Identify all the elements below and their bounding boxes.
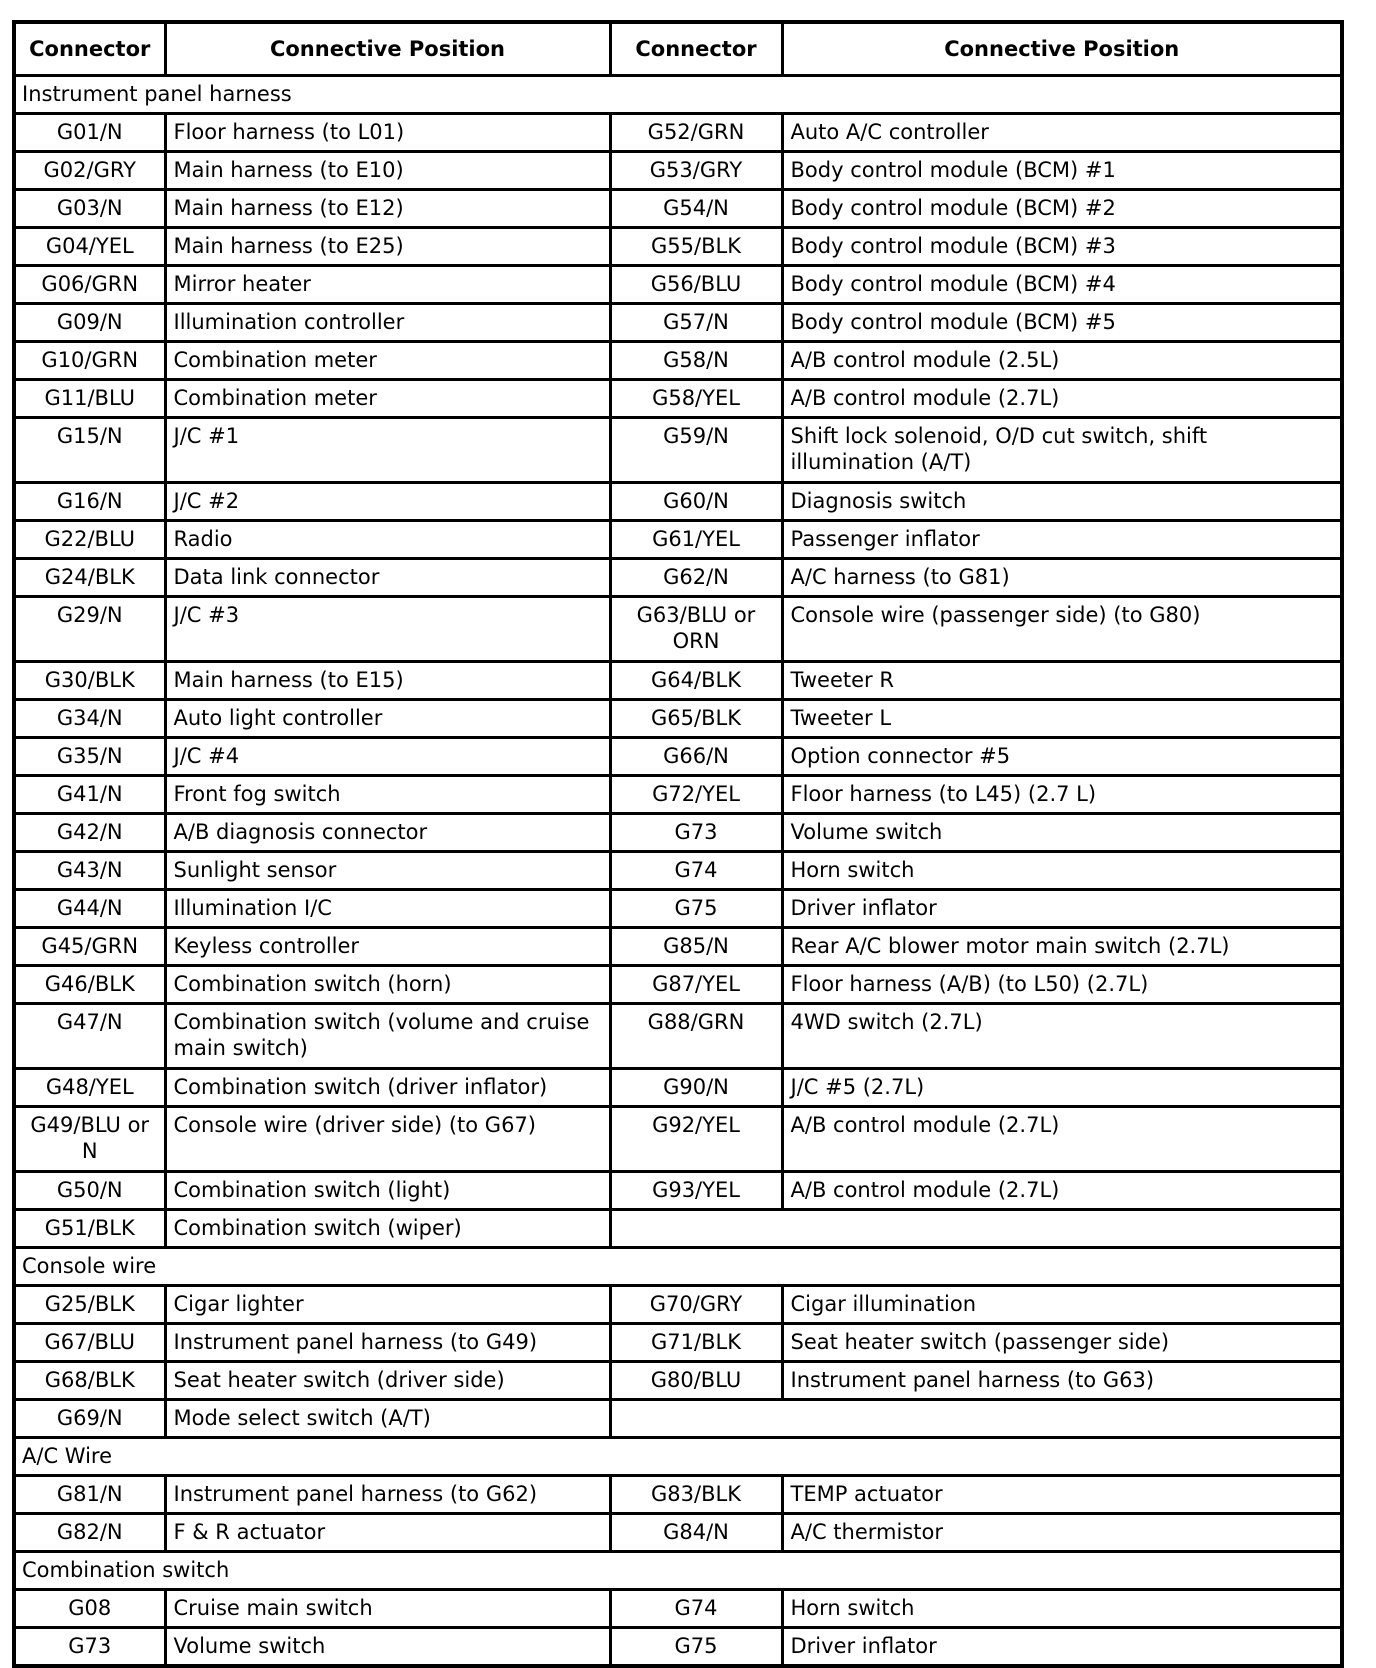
position-cell-left: Combination switch (horn)	[165, 966, 610, 1004]
table-row	[14, 483, 1342, 521]
connector-cell-right: G92/YEL	[610, 1107, 782, 1172]
position-cell-left: Mirror heater	[165, 266, 610, 304]
connector-cell-left: G81/N	[14, 1476, 165, 1514]
position-cell-left: J/C #2	[165, 483, 610, 521]
table-row	[14, 1590, 1342, 1628]
connector-cell-right: G60/N	[610, 483, 782, 521]
table-row	[14, 662, 1342, 700]
position-cell-right: A/B control module (2.5L)	[782, 342, 1342, 380]
connector-cell-left: G08	[14, 1590, 165, 1628]
connector-cell-left: G09/N	[14, 304, 165, 342]
position-cell-right: A/C harness (to G81)	[782, 559, 1342, 597]
position-cell-left: Sunlight sensor	[165, 852, 610, 890]
table-row	[14, 304, 1342, 342]
position-cell-left: Combination meter	[165, 380, 610, 418]
position-cell-left: Keyless controller	[165, 928, 610, 966]
connector-cell-right: G73	[610, 814, 782, 852]
table-row	[14, 1210, 1342, 1248]
position-cell-right: Cigar illumination	[782, 1286, 1342, 1324]
connector-cell-left: G73	[14, 1628, 165, 1667]
position-cell-right: Body control module (BCM) #1	[782, 152, 1342, 190]
connector-cell-right: G57/N	[610, 304, 782, 342]
connector-cell-right: G59/N	[610, 418, 782, 483]
connector-cell-left: G29/N	[14, 597, 165, 662]
position-cell-right: Seat heater switch (passenger side)	[782, 1324, 1342, 1362]
connector-cell-right: G53/GRY	[610, 152, 782, 190]
connector-cell-right: G83/BLK	[610, 1476, 782, 1514]
position-cell-right: Body control module (BCM) #3	[782, 228, 1342, 266]
position-cell-left: Combination meter	[165, 342, 610, 380]
table-row	[14, 776, 1342, 814]
table-body	[14, 76, 1342, 1667]
position-cell-right: A/B control module (2.7L)	[782, 1107, 1342, 1172]
table-row	[14, 1324, 1342, 1362]
position-cell-right: Horn switch	[782, 1590, 1342, 1628]
position-cell-right: A/C thermistor	[782, 1514, 1342, 1552]
connector-cell-right: G52/GRN	[610, 114, 782, 152]
table-row	[14, 418, 1342, 483]
connector-cell-left: G49/BLU or N	[14, 1107, 165, 1172]
position-cell-left: J/C #4	[165, 738, 610, 776]
connector-table-container	[12, 20, 1344, 1668]
connector-cell-right: G70/GRY	[610, 1286, 782, 1324]
header-connector-left: Connector	[14, 22, 165, 76]
connector-cell-left: G15/N	[14, 418, 165, 483]
position-cell-left: Console wire (driver side) (to G67)	[165, 1107, 610, 1172]
position-cell-right: Console wire (passenger side) (to G80)	[782, 597, 1342, 662]
position-cell-left: Front fog switch	[165, 776, 610, 814]
position-cell-right: Diagnosis switch	[782, 483, 1342, 521]
position-cell-left: Illumination I/C	[165, 890, 610, 928]
connector-cell-right: G74	[610, 852, 782, 890]
section-title: A/C Wire	[14, 1438, 1342, 1476]
section-row	[14, 1248, 1342, 1286]
connector-cell-right: G56/BLU	[610, 266, 782, 304]
table-row	[14, 1107, 1342, 1172]
connector-cell-left: G48/YEL	[14, 1069, 165, 1107]
table-row	[14, 1286, 1342, 1324]
table-row	[14, 700, 1342, 738]
table-row	[14, 152, 1342, 190]
position-cell-right: A/B control module (2.7L)	[782, 380, 1342, 418]
connector-cell-left: G41/N	[14, 776, 165, 814]
connector-cell-right: G80/BLU	[610, 1362, 782, 1400]
position-cell-left: Radio	[165, 521, 610, 559]
position-cell-left: Cigar lighter	[165, 1286, 610, 1324]
connector-cell-left: G68/BLK	[14, 1362, 165, 1400]
position-cell-right: Body control module (BCM) #5	[782, 304, 1342, 342]
header-row	[14, 22, 1342, 76]
connector-cell-right: G72/YEL	[610, 776, 782, 814]
connector-cell-right: G54/N	[610, 190, 782, 228]
header-position-right: Connective Position	[782, 22, 1342, 76]
connector-cell-left: G03/N	[14, 190, 165, 228]
connector-cell-left: G30/BLK	[14, 662, 165, 700]
connector-cell-right: G87/YEL	[610, 966, 782, 1004]
table-row	[14, 738, 1342, 776]
position-cell-right: Floor harness (to L45) (2.7 L)	[782, 776, 1342, 814]
connector-cell-left: G44/N	[14, 890, 165, 928]
table-row	[14, 521, 1342, 559]
position-cell-left: Combination switch (wiper)	[165, 1210, 610, 1248]
position-cell-right: Driver inflator	[782, 890, 1342, 928]
position-cell-left: A/B diagnosis connector	[165, 814, 610, 852]
position-cell-left: Combination switch (driver inflator)	[165, 1069, 610, 1107]
position-cell-right: 4WD switch (2.7L)	[782, 1004, 1342, 1069]
connector-cell-left: G16/N	[14, 483, 165, 521]
connector-cell-right: G66/N	[610, 738, 782, 776]
section-row	[14, 1552, 1342, 1590]
position-cell-right: Instrument panel harness (to G63)	[782, 1362, 1342, 1400]
position-cell-right: J/C #5 (2.7L)	[782, 1069, 1342, 1107]
table-row	[14, 114, 1342, 152]
position-cell-right: Volume switch	[782, 814, 1342, 852]
connector-cell-left: G22/BLU	[14, 521, 165, 559]
connector-cell-right: G58/N	[610, 342, 782, 380]
connector-cell-right: G71/BLK	[610, 1324, 782, 1362]
connector-cell-right: G55/BLK	[610, 228, 782, 266]
position-cell-right: Auto A/C controller	[782, 114, 1342, 152]
connector-cell-right: G58/YEL	[610, 380, 782, 418]
table-row	[14, 966, 1342, 1004]
position-cell-left: Instrument panel harness (to G49)	[165, 1324, 610, 1362]
section-title: Instrument panel harness	[14, 76, 1342, 114]
position-cell-left: Main harness (to E25)	[165, 228, 610, 266]
table-row	[14, 228, 1342, 266]
section-title: Console wire	[14, 1248, 1342, 1286]
connector-cell-left: G82/N	[14, 1514, 165, 1552]
connector-cell-left: G01/N	[14, 114, 165, 152]
position-cell-right: Driver inflator	[782, 1628, 1342, 1667]
position-cell-right: Shift lock solenoid, O/D cut switch, shift illumination (A/T)	[782, 418, 1342, 483]
connector-cell-left: G04/YEL	[14, 228, 165, 266]
table-row	[14, 890, 1342, 928]
position-cell-right: Horn switch	[782, 852, 1342, 890]
position-cell-left: F & R actuator	[165, 1514, 610, 1552]
connector-cell-right: G75	[610, 890, 782, 928]
table-row	[14, 1400, 1342, 1438]
connector-cell-left: G06/GRN	[14, 266, 165, 304]
connector-cell-left: G67/BLU	[14, 1324, 165, 1362]
position-cell-right: Floor harness (A/B) (to L50) (2.7L)	[782, 966, 1342, 1004]
connector-cell-right: G93/YEL	[610, 1172, 782, 1210]
connector-cell-right: G90/N	[610, 1069, 782, 1107]
connector-cell-left: G42/N	[14, 814, 165, 852]
connector-cell-left: G45/GRN	[14, 928, 165, 966]
connector-cell-right: G63/BLU or ORN	[610, 597, 782, 662]
connector-cell-left: G02/GRY	[14, 152, 165, 190]
position-cell-left: Main harness (to E10)	[165, 152, 610, 190]
connector-cell-right: G85/N	[610, 928, 782, 966]
table-row	[14, 1514, 1342, 1552]
position-cell-left: Auto light controller	[165, 700, 610, 738]
position-cell-right: Passenger inflator	[782, 521, 1342, 559]
position-cell-right: Body control module (BCM) #2	[782, 190, 1342, 228]
table-row	[14, 1628, 1342, 1667]
section-row	[14, 76, 1342, 114]
position-cell-left: Volume switch	[165, 1628, 610, 1667]
position-cell-right: Tweeter R	[782, 662, 1342, 700]
connector-cell-left: G34/N	[14, 700, 165, 738]
connector-cell-right: G62/N	[610, 559, 782, 597]
connector-cell-right: G74	[610, 1590, 782, 1628]
connector-cell-left: G25/BLK	[14, 1286, 165, 1324]
position-cell-right: Body control module (BCM) #4	[782, 266, 1342, 304]
connector-cell-left: G47/N	[14, 1004, 165, 1069]
connector-cell-left: G24/BLK	[14, 559, 165, 597]
table-row	[14, 380, 1342, 418]
position-cell-left: J/C #3	[165, 597, 610, 662]
position-cell-left: Cruise main switch	[165, 1590, 610, 1628]
position-cell-right: Rear A/C blower motor main switch (2.7L)	[782, 928, 1342, 966]
table-row	[14, 1476, 1342, 1514]
connector-cell-left: G50/N	[14, 1172, 165, 1210]
table-row	[14, 1172, 1342, 1210]
position-cell-left: Seat heater switch (driver side)	[165, 1362, 610, 1400]
table-row	[14, 928, 1342, 966]
connector-cell-left: G11/BLU	[14, 380, 165, 418]
connector-cell-right: G75	[610, 1628, 782, 1667]
connector-cell-left: G10/GRN	[14, 342, 165, 380]
table-row	[14, 814, 1342, 852]
table-row	[14, 597, 1342, 662]
position-cell-left: Mode select switch (A/T)	[165, 1400, 610, 1438]
empty-cell	[610, 1400, 1342, 1438]
position-cell-left: J/C #1	[165, 418, 610, 483]
section-row	[14, 1438, 1342, 1476]
table-row	[14, 342, 1342, 380]
connector-cell-left: G43/N	[14, 852, 165, 890]
connector-table	[12, 20, 1344, 1668]
position-cell-left: Combination switch (volume and cruise main switch)	[165, 1004, 610, 1069]
header-connector-right: Connector	[610, 22, 782, 76]
table-row	[14, 559, 1342, 597]
position-cell-left: Main harness (to E12)	[165, 190, 610, 228]
connector-cell-left: G51/BLK	[14, 1210, 165, 1248]
table-row	[14, 852, 1342, 890]
table-row	[14, 266, 1342, 304]
position-cell-right: A/B control module (2.7L)	[782, 1172, 1342, 1210]
connector-cell-right: G65/BLK	[610, 700, 782, 738]
position-cell-right: Tweeter L	[782, 700, 1342, 738]
position-cell-left: Combination switch (light)	[165, 1172, 610, 1210]
table-row	[14, 1362, 1342, 1400]
section-title: Combination switch	[14, 1552, 1342, 1590]
table-row	[14, 1069, 1342, 1107]
position-cell-right: Option connector #5	[782, 738, 1342, 776]
position-cell-left: Instrument panel harness (to G62)	[165, 1476, 610, 1514]
position-cell-left: Floor harness (to L01)	[165, 114, 610, 152]
connector-cell-right: G84/N	[610, 1514, 782, 1552]
position-cell-left: Main harness (to E15)	[165, 662, 610, 700]
connector-cell-right: G61/YEL	[610, 521, 782, 559]
header-position-left: Connective Position	[165, 22, 610, 76]
position-cell-left: Illumination controller	[165, 304, 610, 342]
empty-cell	[610, 1210, 1342, 1248]
connector-cell-left: G46/BLK	[14, 966, 165, 1004]
connector-cell-right: G64/BLK	[610, 662, 782, 700]
connector-cell-left: G35/N	[14, 738, 165, 776]
connector-cell-right: G88/GRN	[610, 1004, 782, 1069]
table-row	[14, 1004, 1342, 1069]
position-cell-right: TEMP actuator	[782, 1476, 1342, 1514]
table-row	[14, 190, 1342, 228]
connector-cell-left: G69/N	[14, 1400, 165, 1438]
position-cell-left: Data link connector	[165, 559, 610, 597]
